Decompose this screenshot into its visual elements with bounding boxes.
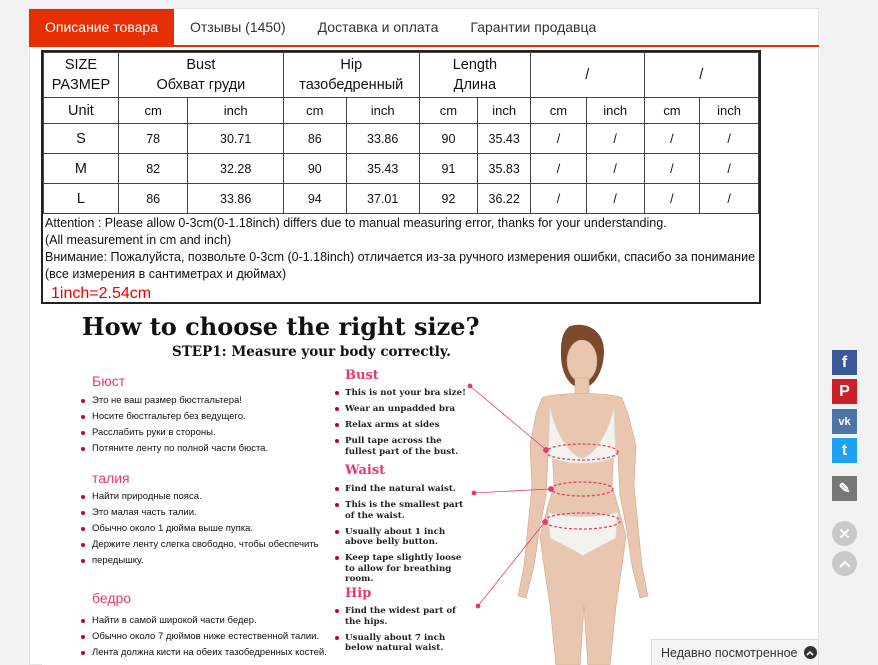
- list-item: Find the widest part of the hips.: [334, 606, 474, 627]
- ru-heading-waist: талия: [92, 470, 130, 486]
- unit-cell: cm: [644, 98, 700, 124]
- pinterest-icon: P: [839, 382, 850, 400]
- note-line: (все измерения в сантиметрах и дюймах): [45, 267, 287, 281]
- unit-cell: cm: [118, 98, 188, 124]
- measurement-notes: [43, 214, 759, 306]
- list-item: передышку.: [78, 553, 319, 569]
- vk-icon: vk: [838, 415, 851, 428]
- unit-cell: cm: [283, 98, 346, 124]
- twitter-icon: t: [841, 441, 848, 459]
- value-cell: 33.86: [346, 124, 419, 154]
- size-cell: L: [44, 184, 119, 214]
- en-list-hip: [334, 606, 474, 659]
- guide-title: How to choose the right size?: [82, 312, 480, 341]
- list-item: Найти в самой широкой части бедер.: [78, 613, 327, 629]
- list-item: Это малая часть талии.: [78, 505, 319, 521]
- inch-conversion-note: 1inch=2.54cm: [51, 285, 152, 302]
- list-item: Pull tape across the fullest part of the bust.: [334, 436, 474, 457]
- table-row: [44, 154, 759, 184]
- unit-cell: inch: [478, 98, 531, 124]
- en-heading-waist: Waist: [345, 463, 386, 478]
- header-empty: /: [531, 53, 644, 98]
- ru-heading-hip: бедро: [92, 590, 132, 606]
- guide-step: STEP1: Measure your body correctly.: [172, 344, 451, 360]
- value-cell: 91: [419, 154, 478, 184]
- value-cell: 33.86: [188, 184, 283, 214]
- ru-list-waist: [78, 489, 319, 569]
- value-cell: 30.71: [188, 124, 283, 154]
- list-item: Потяните ленту по полной части бюста.: [78, 441, 268, 457]
- facebook-icon: f: [841, 353, 848, 371]
- scroll-top-button[interactable]: [832, 551, 857, 576]
- size-chart-image: [41, 50, 761, 304]
- twitter-share-button[interactable]: [832, 438, 857, 463]
- value-cell: 37.01: [346, 184, 419, 214]
- tab-reviews[interactable]: Отзывы (1450): [189, 19, 286, 35]
- header-empty: /: [644, 53, 758, 98]
- value-cell: 35.43: [346, 154, 419, 184]
- value-cell: 90: [419, 124, 478, 154]
- header-hip: Hip тазобедренный: [283, 53, 419, 98]
- list-item: Usually about 7 inch below natural waist.: [334, 633, 474, 654]
- table-row: [44, 124, 759, 154]
- vk-share-button[interactable]: [832, 409, 857, 434]
- chevron-up-icon: [804, 646, 817, 659]
- edit-icon: ✎: [838, 480, 851, 496]
- en-heading-hip: Hip: [345, 586, 372, 601]
- unit-cell: inch: [188, 98, 283, 124]
- value-cell: 82: [118, 154, 188, 184]
- size-cell: S: [44, 124, 119, 154]
- facebook-share-button[interactable]: [832, 350, 857, 375]
- en-list-waist: [334, 484, 474, 590]
- value-cell: 78: [118, 124, 188, 154]
- list-item: Держите ленту слегка свободно, чтобы обеспечить: [78, 537, 319, 553]
- value-cell: 35.83: [478, 154, 531, 184]
- list-item: Usually about 1 inch above belly button.: [334, 527, 474, 548]
- unit-cell: cm: [531, 98, 587, 124]
- value-cell: /: [586, 124, 644, 154]
- value-cell: /: [644, 154, 700, 184]
- size-cell: M: [44, 154, 119, 184]
- value-cell: 90: [283, 154, 346, 184]
- header-size: SIZE РАЗМЕР: [44, 53, 119, 98]
- list-item: Find the natural waist.: [334, 484, 474, 495]
- list-item: Keep tape slightly loose to allow for breathing room.: [334, 553, 474, 585]
- recently-viewed-bar[interactable]: [651, 639, 819, 665]
- ru-list-hip: [78, 613, 327, 661]
- list-item: Найти природные пояса.: [78, 489, 319, 505]
- en-heading-bust: Bust: [345, 368, 379, 383]
- list-item: Wear an unpadded bra: [334, 404, 474, 415]
- ru-list-bust: [78, 393, 268, 457]
- value-cell: 92: [419, 184, 478, 214]
- value-cell: /: [700, 154, 759, 184]
- recently-viewed-label: Недавно посмотренное: [661, 645, 798, 660]
- value-cell: 32.28: [188, 154, 283, 184]
- value-cell: 86: [118, 184, 188, 214]
- close-icon: [839, 528, 850, 539]
- note-line: Внимание: Пожалуйста, позвольте 0-3cm (0-1.18inch) отличается из-за ручного измерения ошибки, спасибо за понимание: [45, 250, 756, 264]
- unit-cell: inch: [700, 98, 759, 124]
- size-table: [43, 52, 759, 214]
- list-item: Relax arms at sides: [334, 420, 474, 431]
- value-cell: /: [700, 124, 759, 154]
- value-cell: /: [644, 184, 700, 214]
- value-cell: /: [531, 124, 587, 154]
- close-button[interactable]: [832, 521, 857, 546]
- list-item: Лента должна кисти на обеих тазобедренных костей.: [78, 645, 327, 661]
- en-list-bust: [334, 388, 474, 463]
- unit-cell: inch: [586, 98, 644, 124]
- header-bust: Bust Обхват груди: [118, 53, 283, 98]
- table-row: [44, 184, 759, 214]
- value-cell: 36.22: [478, 184, 531, 214]
- value-cell: 86: [283, 124, 346, 154]
- value-cell: 35.43: [478, 124, 531, 154]
- size-guide-image: [42, 306, 760, 665]
- tab-guarantees[interactable]: Гарантии продавца: [470, 19, 597, 35]
- value-cell: /: [700, 184, 759, 214]
- value-cell: 94: [283, 184, 346, 214]
- list-item: Носите бюстгальтер без ведущего.: [78, 409, 268, 425]
- unit-cell: inch: [346, 98, 419, 124]
- edit-button[interactable]: [832, 476, 857, 501]
- tab-description[interactable]: Описание товара: [29, 9, 174, 45]
- unit-label: Unit: [44, 98, 119, 124]
- ru-heading-bust: Бюст: [92, 373, 126, 389]
- list-item: This is not your bra size!: [334, 388, 474, 399]
- list-item: Расслабить руки в стороны.: [78, 425, 268, 441]
- value-cell: /: [531, 184, 587, 214]
- note-line: (All measurement in cm and inch): [45, 233, 232, 247]
- unit-cell: cm: [419, 98, 478, 124]
- chevron-up-icon: [839, 560, 851, 568]
- list-item: This is the smallest part of the waist.: [334, 500, 474, 521]
- tab-shipping[interactable]: Доставка и оплата: [317, 19, 439, 35]
- note-line: Attention : Please allow 0-3cm(0-1.18inch) differs due to manual measuring error, thanks for your understanding.: [45, 216, 667, 230]
- value-cell: /: [586, 154, 644, 184]
- value-cell: /: [586, 184, 644, 214]
- list-item: Обычно около 1 дюйма выше пупка.: [78, 521, 319, 537]
- list-item: Это не ваш размер бюстгальтера!: [78, 393, 268, 409]
- pinterest-share-button[interactable]: [832, 379, 857, 404]
- header-length: Length Длина: [419, 53, 530, 98]
- list-item: Обычно около 7 дюймов ниже естественной талии.: [78, 629, 327, 645]
- value-cell: /: [644, 124, 700, 154]
- value-cell: /: [531, 154, 587, 184]
- product-tabs: [29, 9, 819, 47]
